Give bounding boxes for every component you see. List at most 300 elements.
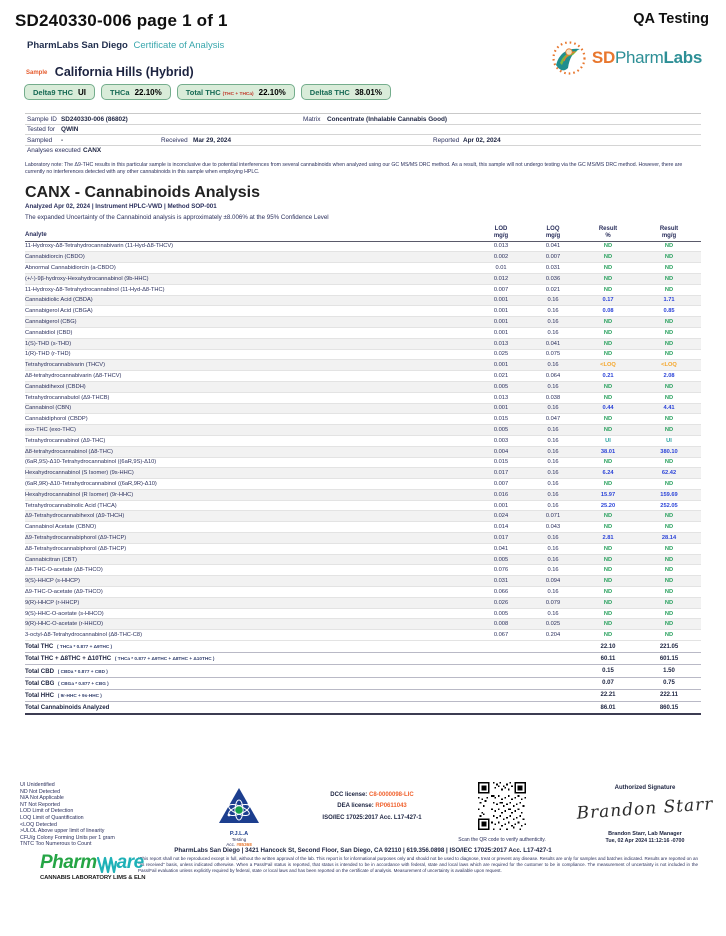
badge-label: Delta9 THC	[33, 87, 74, 97]
pjla-org-name: P.J.L.A	[229, 831, 249, 837]
legend-item: ND Not Detected	[20, 788, 61, 795]
result-mgg: ND	[664, 459, 674, 466]
lod-value: 0.017	[493, 534, 509, 541]
lod-header-unit: mg/g	[493, 233, 509, 240]
pjla-acc-num: #85368	[236, 842, 252, 847]
lod-value: 0.004	[493, 448, 509, 455]
result-mgg: ND	[664, 610, 674, 617]
result-mgg: 252.05	[660, 502, 678, 509]
pharmware-are-text: are	[116, 852, 144, 873]
result-mgg: ND	[664, 351, 674, 358]
signature-block	[572, 785, 718, 844]
analyte-name: Δ8-tetrahydrocannabinol (Δ8-THC)	[25, 448, 113, 455]
table-row	[25, 404, 701, 415]
analyte-name: Cannabigerol (CBG)	[25, 319, 77, 326]
received-label: Received	[161, 136, 188, 144]
table-row	[25, 252, 701, 263]
result-pct: 0.21	[602, 373, 614, 380]
dea-license-label: DEA license:	[337, 803, 376, 810]
result-pct: ND	[603, 275, 613, 282]
analyte-name: 1(R)-THD (r-THD)	[25, 351, 71, 358]
pjla-accreditation	[207, 787, 271, 847]
loq-value: 0.16	[547, 319, 559, 326]
badge-label: Total THC	[185, 87, 221, 97]
analyte-name: Tetrahydrocannabivarin (THCV)	[25, 362, 105, 369]
analyte-name: Δ8-tetrahydrocannabivarin (Δ8-THCV)	[25, 373, 122, 380]
result-mgg: 28.14	[661, 534, 677, 541]
result-pct: ND	[603, 254, 613, 261]
total-formula: ( 9r-HHC + 9s-HHC )	[57, 692, 102, 698]
result-pct: UI	[605, 437, 611, 444]
dcc-license-value: C8-0000098-LIC	[368, 792, 414, 798]
loq-value: 0.16	[547, 491, 559, 498]
waveform-icon	[97, 854, 117, 874]
total-name: Total THC	[25, 643, 54, 651]
total-mgg: 601.15	[659, 655, 679, 662]
analyte-name: Cannabidihexol (CBDH)	[25, 383, 86, 390]
result-pct: ND	[603, 524, 613, 531]
table-row	[25, 436, 701, 447]
lod-value: 0.015	[493, 416, 509, 423]
pharmware-pharm-text: Pharm	[40, 852, 97, 873]
total-row	[25, 690, 701, 702]
lod-value: 0.007	[493, 286, 509, 293]
dea-license-line	[306, 801, 438, 812]
sampled-label: Sampled	[27, 136, 53, 144]
loq-value: 0.16	[547, 427, 559, 433]
tested-for-label: Tested for	[27, 126, 56, 134]
table-row	[25, 285, 701, 296]
analyte-name: 9(S)-HHCP (s-HHCP)	[25, 578, 80, 585]
result-mgg: ND	[664, 416, 674, 423]
total-pct: 22.21	[600, 692, 616, 699]
table-row	[25, 328, 701, 339]
table-row	[25, 296, 701, 307]
lod-value: 0.001	[493, 308, 509, 315]
badge-value: 38.01%	[354, 87, 382, 97]
lod-value: 0.026	[493, 599, 509, 606]
result-pct: 0.08	[602, 308, 614, 315]
analyte-name: Abnormal Cannabidiorcin (a-CBDO)	[25, 265, 116, 272]
result-pct: ND	[603, 621, 613, 628]
matrix-value: Concentrate (Inhalable Cannabis Good)	[327, 115, 448, 123]
table-row	[25, 587, 701, 598]
analyte-name: Tetrahydrocannabinol (Δ9-THC)	[25, 437, 106, 444]
result-pct: ND	[603, 319, 613, 326]
result-pct: ND	[603, 265, 613, 272]
sdpharmlabs-logo	[549, 38, 702, 78]
potency-badge	[24, 84, 95, 100]
total-pct: 86.01	[600, 704, 616, 711]
result-mgg: ND	[664, 265, 674, 272]
total-row	[25, 653, 701, 665]
matrix-label: Matrix	[303, 115, 321, 123]
badge-value: 22.10%	[134, 87, 162, 97]
lod-value: 0.067	[493, 632, 509, 639]
table-row	[25, 360, 701, 371]
total-name-cell	[25, 668, 475, 675]
table-row	[25, 263, 701, 274]
analyte-name: 9(R)-HHCP (r-HHCP)	[25, 599, 80, 606]
legend-item: >ULOL Above upper limit of linearity	[20, 828, 105, 835]
lod-value: 0.007	[493, 480, 509, 487]
lod-value: 0.005	[493, 610, 509, 617]
address-line: PharmLabs San Diego | 3421 Hancock St, Second Floor, San Diego, CA 92110 | 619.356.0898 | ISO/IEC 17025:2017 Acc. L17-427-1	[174, 847, 552, 854]
lod-value: 0.031	[493, 578, 509, 585]
legend-item: UI Unidentified	[20, 782, 55, 788]
result-mgg: 2.08	[663, 373, 675, 380]
section-title: CANX - Cannabinoids Analysis	[25, 183, 260, 201]
lod-value: 0.003	[493, 437, 509, 444]
analyte-name: Δ9-Tetrahydrocannabiphorol (Δ9-THCP)	[25, 534, 127, 541]
analyte-name: Tetrahydrocannabinolic Acid (THCA)	[25, 502, 117, 509]
pjla-triangle-icon	[218, 787, 260, 825]
result-mgg-header-text: Result	[659, 226, 679, 233]
analyte-name: Hexahydrocannabinol (R Isomer) (9r-HHC)	[25, 491, 134, 498]
pharmware-logo	[40, 852, 160, 881]
lod-value: 0.005	[493, 383, 509, 390]
result-pct: ND	[603, 416, 613, 423]
loq-value: 0.16	[547, 405, 559, 412]
loq-value: 0.16	[547, 588, 559, 595]
result-pct: 0.17	[602, 297, 614, 304]
result-mgg: ND	[664, 243, 674, 250]
table-row	[25, 350, 701, 361]
lod-value: 0.066	[493, 588, 509, 595]
result-mgg: ND	[664, 588, 674, 595]
result-mgg: ND	[664, 599, 674, 606]
result-mgg: 159.69	[660, 491, 678, 498]
loq-value: 0.071	[545, 513, 561, 520]
result-mgg: ND	[664, 394, 674, 401]
qr-code	[478, 782, 526, 830]
table-row	[25, 576, 701, 587]
loq-value: 0.16	[547, 567, 559, 574]
pharmware-wordmark	[40, 852, 160, 874]
lod-value: 0.015	[493, 459, 509, 466]
sdpharmlabs-wordmark	[592, 48, 702, 68]
table-row	[25, 339, 701, 350]
analyte-name: Δ8-THC-O-acetate (Δ8-THCO)	[25, 567, 103, 574]
doc-type-label: Certificate of Analysis	[133, 40, 225, 51]
loq-value: 0.021	[545, 286, 561, 293]
analyte-name: 9(R)-HHC-O-acetate (r-HHCO)	[25, 621, 104, 628]
legend-item: CFU/g Colony Forming Units per 1 gram	[20, 834, 115, 841]
result-mgg: 4.41	[663, 405, 675, 412]
result-pct-header-unit: %	[605, 233, 611, 240]
report-id: SD240330-006 page 1 of 1	[15, 11, 228, 30]
table-row	[25, 511, 701, 522]
result-pct: 25.20	[600, 502, 616, 509]
result-pct: ND	[603, 632, 613, 639]
table-row	[25, 490, 701, 501]
result-mgg: ND	[664, 427, 674, 433]
result-mgg: UI	[666, 437, 672, 444]
result-mgg: <LOQ	[661, 362, 677, 369]
result-mgg: ND	[664, 340, 674, 347]
potency-badge	[177, 84, 295, 100]
loq-value: 0.041	[545, 340, 561, 347]
legend-item: LOQ Limit of Quantification	[20, 815, 84, 822]
result-pct: 38.01	[600, 448, 616, 455]
lod-value: 0.012	[493, 275, 509, 282]
loq-value: 0.16	[547, 297, 559, 304]
result-mgg: ND	[664, 319, 674, 326]
loq-value: 0.16	[547, 480, 559, 487]
license-block	[306, 790, 438, 824]
sdpharmlabs-logo-icon	[549, 38, 589, 78]
result-pct: <LOQ	[600, 362, 616, 369]
analyte-name: Hexahydrocannabinol (S Isomer) (9s-HHC)	[25, 470, 134, 477]
info-row-dates	[25, 135, 701, 146]
result-mgg: ND	[664, 524, 674, 531]
table-row	[25, 458, 701, 469]
analyte-name: Cannabidiphorol (CBDP)	[25, 416, 88, 423]
total-name: Total HHC	[25, 691, 54, 699]
loq-value: 0.16	[547, 534, 559, 541]
total-row	[25, 678, 701, 690]
loq-value: 0.16	[547, 610, 559, 617]
loq-value: 0.16	[547, 459, 559, 466]
analyte-name: Cannabigerol Acid (CBGA)	[25, 308, 93, 315]
table-row	[25, 544, 701, 555]
table-row	[25, 565, 701, 576]
analyte-name: Tetrahydrocannabutol (Δ9-THCB)	[25, 394, 110, 401]
total-row	[25, 665, 701, 677]
table-row	[25, 533, 701, 544]
loq-value: 0.025	[545, 621, 561, 628]
result-mgg: 62.42	[661, 470, 677, 477]
analyses-label: Analyses executed	[27, 147, 81, 155]
lod-value: 0.005	[493, 556, 509, 563]
result-mgg: 380.10	[660, 448, 678, 455]
total-pct: 0.07	[602, 680, 614, 687]
result-pct: ND	[603, 243, 613, 250]
authorized-signature-label: Authorized Signature	[614, 785, 676, 791]
signer-name: Brandon Starr, Lab Manager	[608, 831, 682, 837]
total-name-cell	[25, 680, 475, 687]
result-pct: 15.97	[600, 491, 616, 498]
cannabinoid-table	[25, 226, 701, 716]
lod-value: 0.013	[493, 340, 509, 347]
total-mgg: 860.15	[659, 704, 679, 711]
potency-badges	[24, 84, 726, 100]
lod-value: 0.041	[493, 545, 509, 552]
table-row	[25, 479, 701, 490]
analyte-name: Cannabinol Acetate (CBNO)	[25, 524, 97, 531]
table-row	[25, 414, 701, 425]
uncertainty-note: The expanded Uncertainty of the Cannabinoid analysis is approximately ±8.006% at the 95% Confidence Level	[25, 213, 329, 221]
table-row	[25, 522, 701, 533]
table-row	[25, 242, 701, 253]
result-mgg: ND	[664, 329, 674, 336]
lod-value: 0.021	[493, 373, 509, 380]
table-row	[25, 274, 701, 285]
legend-item: N/A Not Applicable	[20, 795, 64, 802]
result-pct: ND	[603, 459, 613, 466]
loq-value: 0.036	[545, 275, 561, 282]
result-pct: ND	[603, 588, 613, 595]
analyte-name: Δ9-Tetrahydrocannabihexol (Δ9-THCH)	[25, 513, 125, 520]
lod-value: 0.001	[493, 297, 509, 304]
result-pct: ND	[603, 286, 613, 293]
potency-badge	[301, 84, 391, 100]
result-pct: ND	[603, 545, 613, 552]
lod-value: 0.013	[493, 243, 509, 250]
analyte-name: Cannabinol (CBN)	[25, 405, 72, 412]
result-mgg: ND	[664, 632, 674, 639]
result-mgg: ND	[664, 383, 674, 390]
lod-value: 0.001	[493, 319, 509, 326]
result-pct: ND	[603, 394, 613, 401]
total-name: Total CBG	[25, 679, 55, 687]
result-pct: ND	[603, 513, 613, 520]
legend-item: <LOQ Detected	[20, 821, 57, 828]
analyte-name: Cannabidiorcin (CBDO)	[25, 254, 85, 261]
loq-value: 0.079	[545, 599, 561, 606]
total-formula: ( CBGa * 0.877 + CBG )	[58, 680, 109, 686]
analyte-name: 1(S)-THD (s-THD)	[25, 340, 72, 347]
reported-label: Reported	[433, 136, 460, 144]
result-pct: 0.44	[602, 405, 614, 412]
table-row	[25, 306, 701, 317]
lod-value: 0.001	[493, 502, 509, 509]
total-pct: 0.15	[602, 668, 614, 675]
loq-value: 0.007	[545, 254, 561, 261]
result-mgg: ND	[664, 556, 674, 563]
loq-value: 0.16	[547, 556, 559, 563]
disclaimer: *This report shall not be reproduced except in full, without the written approval of the lab. This report is for informational purposes only and should not be used to diagnose, treat or prevent any disease. Results are only for samples and batches indicated. Results are reported on an "as received" basis, unless indicated otherwise. When a Pass/Fail status is reported, that status is intended to be in accordance with federal, state and local laws which are required for the customer to be in compliance. The measurement of uncertainty is not included in the Pass/Fail evaluation unless explicitly required by federal, state or local laws and has been reported on the certificate of analysis. Measurement of uncertainty is available upon request.	[138, 856, 698, 874]
pjla-dept: Testing	[231, 837, 247, 842]
info-row-tested-for	[25, 125, 701, 136]
analyte-name: Δ8-Tetrahydrocannabiphorol (Δ8-THCP)	[25, 545, 127, 552]
reported-value: Apr 02, 2024	[463, 136, 501, 144]
lod-value: 0.002	[493, 254, 509, 261]
result-mgg: ND	[664, 480, 674, 487]
loq-value: 0.075	[545, 351, 561, 358]
potency-badge	[101, 84, 171, 100]
iso-accreditation-line: ISO/IEC 17025:2017 Acc. L17-427-1	[322, 814, 422, 821]
result-mgg: 0.85	[663, 308, 675, 315]
result-mgg: ND	[664, 254, 674, 261]
total-row	[25, 641, 701, 653]
result-mgg: ND	[664, 578, 674, 585]
loq-value: 0.041	[545, 243, 561, 250]
info-row-sample-id	[25, 114, 701, 125]
sample-info-table	[25, 113, 701, 155]
result-mgg: ND	[664, 621, 674, 628]
total-mgg: 0.75	[663, 680, 675, 687]
qa-testing-label: QA Testing	[633, 11, 709, 27]
result-pct: ND	[603, 383, 613, 390]
result-pct: ND	[603, 556, 613, 563]
total-name-cell	[25, 704, 475, 711]
loq-value: 0.16	[547, 362, 559, 369]
loq-value: 0.16	[547, 502, 559, 509]
total-mgg: 1.50	[663, 668, 675, 675]
result-pct-header-text: Result	[598, 226, 618, 233]
lod-value: 0.013	[493, 394, 509, 401]
loq-value: 0.16	[547, 329, 559, 336]
lod-value: 0.01	[495, 265, 507, 272]
result-pct: 6.24	[602, 470, 614, 477]
lod-value: 0.001	[493, 329, 509, 336]
dea-license-value: RP0611043	[375, 803, 407, 810]
result-pct: ND	[603, 567, 613, 574]
loq-value: 0.16	[547, 383, 559, 390]
total-pct: 60.11	[600, 655, 616, 662]
loq-value: 0.16	[547, 437, 559, 444]
received-value: Mar 29, 2024	[193, 136, 232, 144]
analyte-column-header: Analyte	[25, 231, 47, 238]
result-mgg: ND	[664, 275, 674, 282]
info-row-analyses	[25, 146, 701, 156]
total-pct: 22.10	[600, 643, 616, 650]
total-formula: ( CBDa * 0.877 + CBD )	[57, 668, 108, 674]
totals-rows	[25, 641, 701, 715]
analyte-name: 9(S)-HHC-O-acetate (s-HHCO)	[25, 610, 104, 617]
result-pct: ND	[603, 610, 613, 617]
analyte-name: Cannabidiolic Acid (CBDA)	[25, 297, 93, 304]
lod-value: 0.001	[493, 405, 509, 412]
analyte-name: (6aR,9S)-Δ10-Tetrahydrocannabinol ((6aR,9S)-Δ10)	[25, 459, 157, 466]
analyte-name: (6aR,9R)-Δ10-Tetrahydrocannabinol ((6aR,9R)-Δ10)	[25, 480, 157, 487]
total-formula: ( THCa * 0.877 + Δ9THC + Δ8THC + Δ10THC )	[114, 656, 215, 662]
result-mgg: ND	[664, 567, 674, 574]
loq-value: 0.064	[545, 373, 561, 380]
total-formula: ( THCa * 0.877 + Δ9THC )	[57, 644, 113, 650]
loq-header-text: LOQ	[546, 226, 560, 233]
result-pct: ND	[603, 599, 613, 606]
loq-value: 0.16	[547, 545, 559, 552]
badge-label: Delta8 THC	[309, 87, 350, 97]
logo-labs-text: Labs	[663, 48, 702, 67]
signature-date: Tue, 02 Apr 2024 11:12:16 -0700	[605, 838, 685, 844]
badge-label: THCa	[110, 87, 130, 97]
result-pct: ND	[603, 578, 613, 585]
result-mgg: ND	[664, 545, 674, 552]
result-mgg: ND	[664, 513, 674, 520]
loq-value: 0.038	[545, 394, 561, 401]
sample-id-value: SD240330-006 (86802)	[61, 115, 128, 123]
total-name: Total THC + Δ8THC + Δ10THC	[25, 655, 112, 663]
result-pct: 2.81	[602, 534, 614, 541]
abbreviation-legend	[20, 782, 115, 848]
total-mgg: 221.05	[659, 643, 679, 650]
lod-value: 0.001	[493, 362, 509, 369]
loq-value: 0.16	[547, 470, 559, 477]
total-mgg: 222.11	[659, 692, 679, 699]
logo-pharm-text: Pharm	[614, 48, 664, 67]
page-header	[0, 0, 726, 31]
analysis-meta: Analyzed Apr 02, 2024 | Instrument HPLC-VWD | Method SOP-001	[25, 202, 217, 210]
result-mgg: 1.71	[663, 297, 675, 304]
analyte-rows	[25, 242, 701, 641]
dcc-license-line	[306, 790, 438, 801]
table-row	[25, 382, 701, 393]
legend-item: NT Not Reported	[20, 801, 60, 808]
loq-value: 0.16	[547, 308, 559, 315]
analyte-name: (+/-)-9β-hydroxy-Hexahydrocannabinol (9b-HHC)	[25, 275, 149, 282]
lod-value: 0.024	[493, 513, 509, 520]
legend-item: TNTC Too Numerous to Count	[20, 841, 92, 848]
total-name-cell	[25, 655, 475, 662]
pjla-acc-prefix: Acc.	[226, 842, 237, 847]
loq-column-header	[527, 226, 579, 240]
lod-value: 0.008	[493, 621, 509, 628]
analyses-value: CANX	[83, 147, 102, 155]
analyte-name: exo-THC (exo-THC)	[25, 427, 76, 433]
